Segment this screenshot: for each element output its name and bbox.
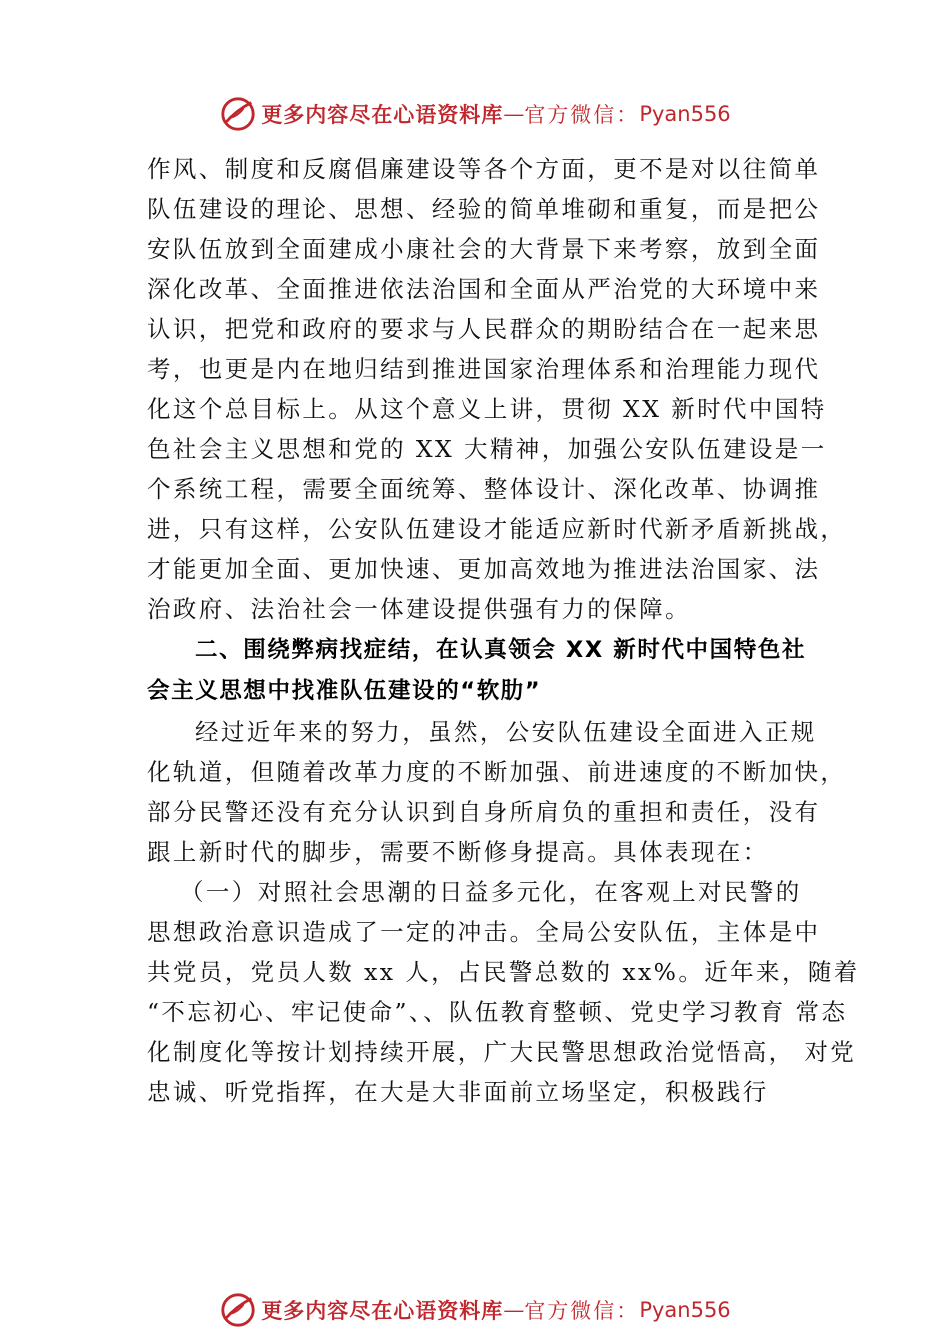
banner-dash: —	[503, 102, 525, 126]
text-line: 部分民警还没有充分认识到自身所肩负的重担和责任，没有	[147, 798, 821, 826]
section-heading: 二、围绕弊病找症结，在认真领会 XX 新时代中国特色社	[195, 637, 807, 663]
text-line: 治政府、法治社会一体建设提供强有力的保障。	[147, 595, 691, 623]
text-line: 个系统工程，需要全面统筹、整体设计、深化改革、协调推	[147, 475, 821, 503]
text-line: 忠诚、听党指挥，在大是大非面前立场坚定，积极践行	[147, 1078, 769, 1106]
text-line: 化轨道，但随着改革力度的不断加强、前进速度的不断加快，	[147, 758, 847, 786]
banner-wechat-id: Pyan556	[639, 102, 731, 126]
header-banner	[0, 92, 950, 136]
text-line: 认识，把党和政府的要求与人民群众的期盼结合在一起来思	[147, 315, 821, 343]
text-line: 考，也更是内在地归结到推进国家治理体系和治理能力现代	[147, 355, 821, 383]
footer-banner	[0, 1288, 950, 1332]
text-line: 进，只有这样，公安队伍建设才能适应新时代新矛盾新挑战，	[147, 515, 847, 543]
text-line: 共党员，党员人数 xx 人，占民警总数的 xx%。近年来，随着	[147, 958, 860, 986]
text-line: 色社会主义思想和党的 XX 大精神，加强公安队伍建设是一	[147, 435, 827, 463]
banner-dash: —	[503, 1298, 525, 1322]
banner-title: 更多内容尽在心语资料库	[261, 1298, 504, 1323]
text-line: 经过近年来的努力，虽然，公安队伍建设全面进入正规	[195, 718, 817, 746]
section-heading: 会主义思想中找准队伍建设的“软肋”	[147, 678, 542, 704]
banner-wechat-label: 官方微信：	[524, 1299, 640, 1323]
text-line: 队伍建设的理论、思想、经验的简单堆砌和重复，而是把公	[147, 195, 821, 223]
banner-title: 更多内容尽在心语资料库	[261, 102, 504, 127]
banner-wechat-id: Pyan556	[639, 1298, 731, 1322]
text-line: 深化改革、全面推进依法治国和全面从严治党的大环境中来	[147, 275, 821, 303]
text-line: （一）对照社会思潮的日益多元化，在客观上对民警的	[180, 878, 802, 906]
text-line: 化制度化等按计划持续开展，广大民警思想政治觉悟高， 对党	[147, 1038, 857, 1066]
text-line: 跟上新时代的脚步，需要不断修身提高。具体表现在：	[147, 838, 769, 866]
text-line: 才能更加全面、更加快速、更加高效地为推进法治国家、法	[147, 555, 821, 583]
banner-wechat-label: 官方微信：	[524, 103, 640, 127]
text-line: “不忘初心、牢记使命”、、队伍教育整顿、党史学习教育 常态	[147, 998, 848, 1026]
brush-logo-icon	[219, 95, 257, 133]
text-line: 思想政治意识造成了一定的冲击。全局公安队伍，主体是中	[147, 918, 821, 946]
text-line: 化这个总目标上。从这个意义上讲，贯彻 XX 新时代中国特	[147, 395, 827, 423]
text-line: 作风、制度和反腐倡廉建设等各个方面，更不是对以往简单	[147, 155, 821, 183]
brush-logo-icon	[219, 1291, 257, 1329]
text-line: 安队伍放到全面建成小康社会的大背景下来考察，放到全面	[147, 235, 821, 263]
